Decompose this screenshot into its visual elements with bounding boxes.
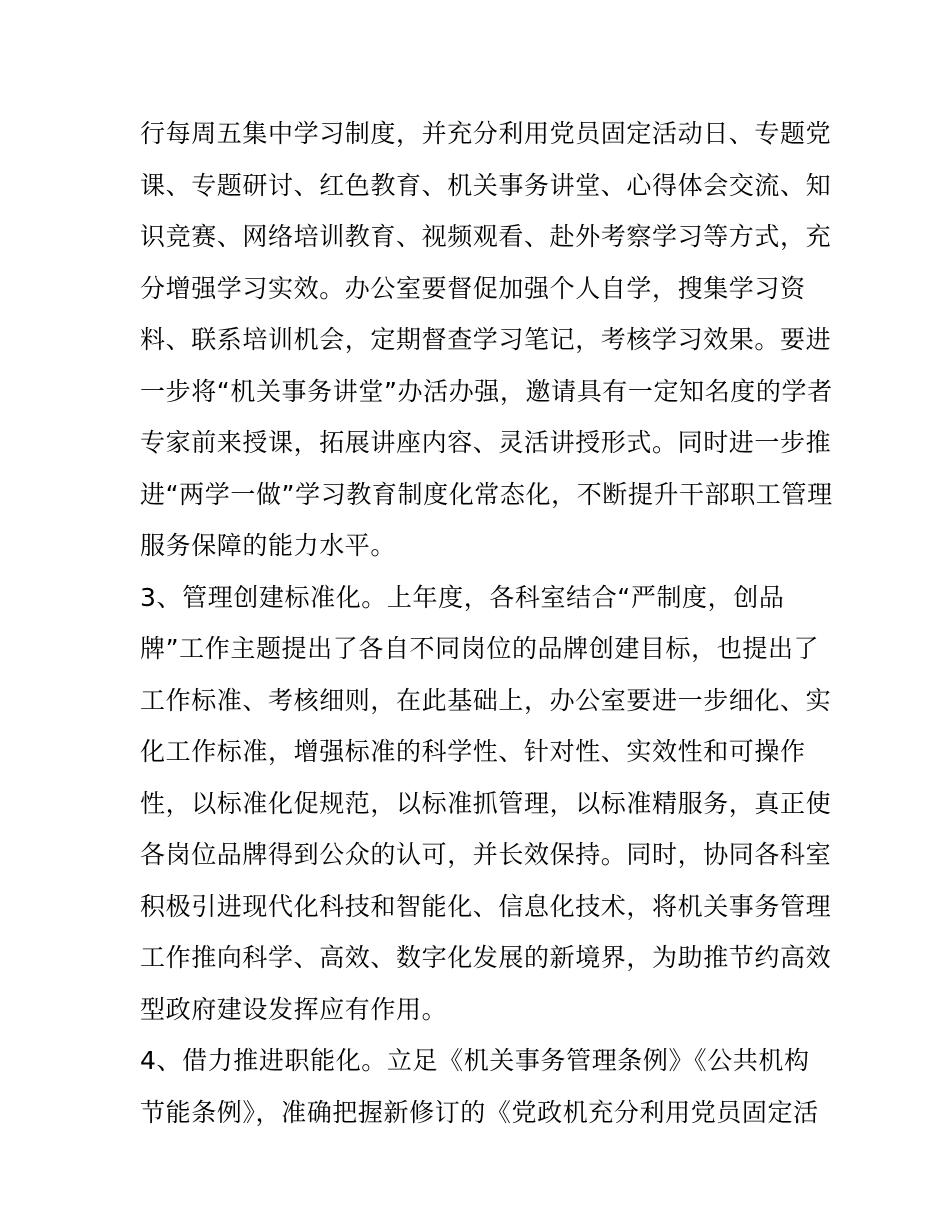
text-line: 化工作标准，增强标准的科学性、针对性、实效性和可操作 [140,737,806,766]
text-line: 服务保障的能力水平。 [140,531,397,560]
text-line: 工作标准、考核细则，在此基础上，办公室要进一步细化、实 [140,685,832,715]
section-heading-line: 4、借力推进职能化。立足《机关事务管理条例》《公共机构 [140,1046,810,1075]
body-text [140,108,833,1138]
text-line: 行每周五集中学习制度，并充分利用党员固定活动日、专题党 [140,119,832,148]
text-line: 型政府建设发挥应有作用。 [140,994,448,1024]
text-line: 性，以标准化促规范，以标准抓管理，以标准精服务，真正使 [140,788,832,818]
text-line: 分增强学习实效。办公室要督促加强个人自学，搜集学习资 [140,273,806,303]
text-line: 进“两学一做”学习教育制度化常态化，不断提升干部职工管理 [140,479,833,509]
text-line: 课、专题研讨、红色教育、机关事务讲堂、心得体会交流、知 [140,170,832,200]
text-line: 专家前来授课，拓展讲座内容、灵活讲授形式。同时进一步推 [140,428,832,457]
section-heading-line: 3、管理创建标准化。上年度，各科室结合“严制度，创品 [140,582,785,612]
text-line: 工作推向科学、高效、数字化发展的新境界，为助推节约高效 [140,943,832,972]
text-line: 料、联系培训机会，定期督查学习笔记，考核学习效果。要进 [140,325,832,354]
text-line: 识竞赛、网络培训教育、视频观看、赴外考察学习等方式，充 [140,222,832,251]
text-line: 节能条例》，准确把握新修订的《党政机充分利用党员固定活 [140,1097,819,1127]
text-line: 各岗位品牌得到公众的认可，并长效保持。同时，协同各科室 [140,840,832,869]
text-line: 一步将“机关事务讲堂”办活办强，邀请具有一定知名度的学者 [140,376,833,406]
text-line: 牌”工作主题提出了各自不同岗位的品牌创建目标，也提出了 [140,634,820,663]
text-line: 积极引进现代化科技和智能化、信息化技术，将机关事务管理 [140,891,832,921]
